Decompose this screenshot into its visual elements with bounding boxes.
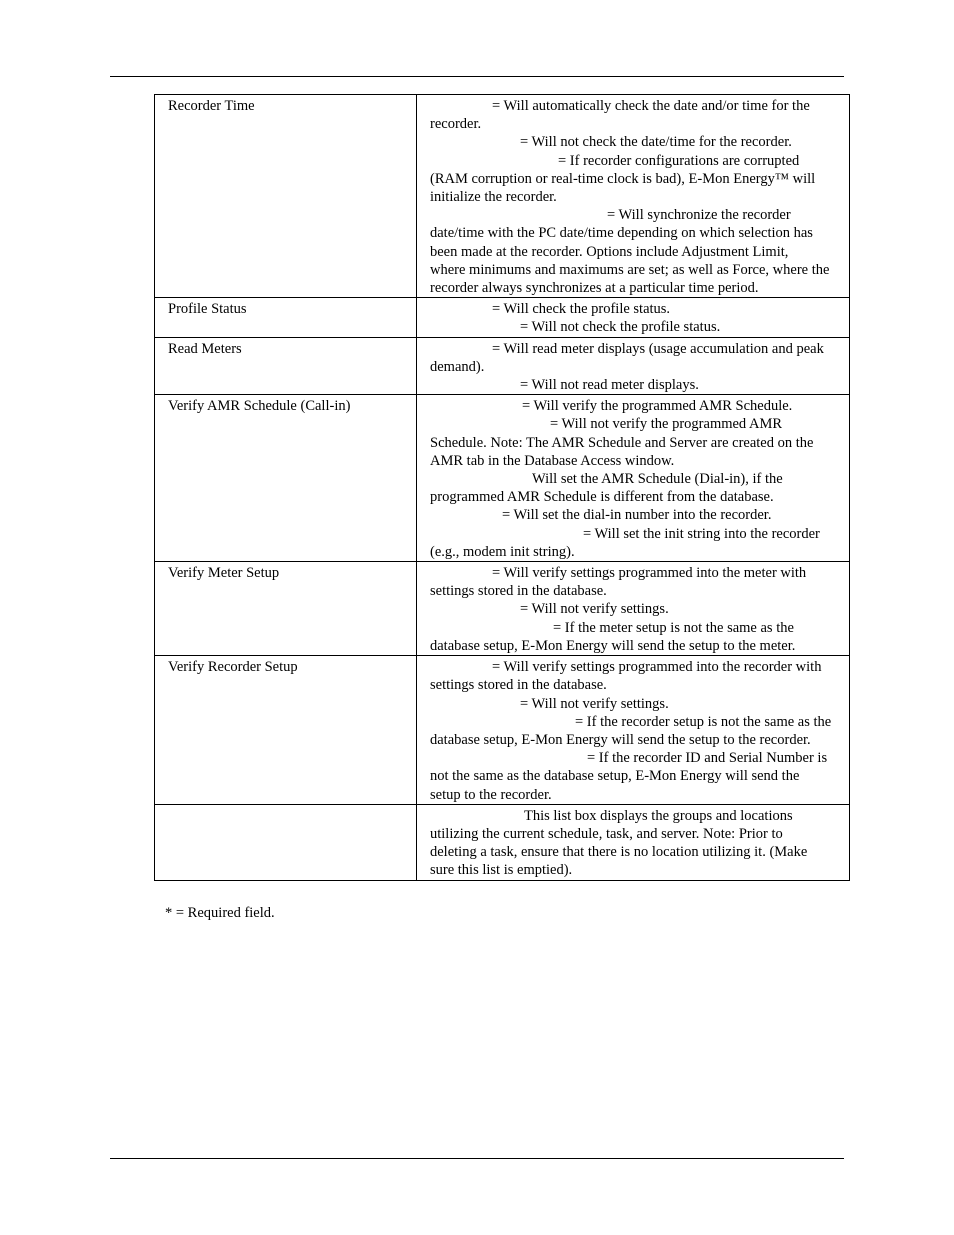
row-label: Read Meters: [155, 337, 417, 395]
description-line: sure this list is emptied).: [430, 862, 573, 879]
table-row: [155, 395, 850, 562]
description-line: = Will verify the programmed AMR Schedule.: [522, 398, 793, 415]
row-description: [417, 562, 850, 656]
description-line: database setup, E-Mon Energy will send the setup to the recorder.: [430, 731, 811, 748]
description-line: = Will not verify settings.: [520, 695, 669, 712]
row-description: [417, 298, 850, 337]
description-line: = Will not read meter displays.: [520, 377, 699, 394]
description-line: (RAM corruption or real-time clock is bad), E-Mon Energy™ will: [430, 170, 816, 187]
row-description: [417, 395, 850, 562]
description-line: utilizing the current schedule, task, and server. Note: Prior to: [430, 825, 783, 842]
row-label: Recorder Time: [155, 95, 417, 298]
footer-rule: [110, 1158, 844, 1159]
row-label: Verify AMR Schedule (Call-in): [155, 395, 417, 562]
table-row: [155, 656, 850, 805]
description-line: AMR tab in the Database Access window.: [430, 452, 675, 469]
required-field-note: * = Required field.: [165, 905, 275, 921]
table-row: [155, 95, 850, 298]
description-line: date/time with the PC date/time depending on which selection has: [430, 225, 813, 242]
description-line: programmed AMR Schedule is different from the database.: [430, 489, 774, 506]
description-line: = Will synchronize the recorder: [607, 207, 791, 224]
table-row: [155, 562, 850, 656]
description-line: = If recorder configurations are corrupted: [558, 152, 800, 169]
description-line: (e.g., modem init string).: [430, 543, 575, 560]
row-description: [417, 337, 850, 395]
row-label: Verify Meter Setup: [155, 562, 417, 656]
description-line: not the same as the database setup, E-Mon Energy will send the: [430, 768, 800, 785]
description-line: = If the recorder setup is not the same as the: [575, 713, 832, 730]
description-line: This list box displays the groups and locations: [524, 807, 793, 824]
table-row: [155, 804, 850, 880]
description-line: setup to the recorder.: [430, 786, 552, 803]
table-row: [155, 337, 850, 395]
description-line: = Will read meter displays (usage accumulation and peak: [492, 340, 824, 357]
description-line: where minimums and maximums are set; as well as Force, where the: [430, 261, 830, 278]
row-description: [417, 95, 850, 298]
description-line: = Will not verify the programmed AMR: [550, 416, 783, 433]
description-line: = Will set the init string into the recorder: [583, 525, 820, 542]
description-line: = Will not check the date/time for the recorder.: [520, 134, 792, 151]
description-line: demand).: [430, 358, 485, 375]
description-line: recorder always synchronizes at a particular time period.: [430, 280, 759, 297]
row-label: Profile Status: [155, 298, 417, 337]
row-label: [155, 804, 417, 880]
row-label: Verify Recorder Setup: [155, 656, 417, 805]
description-line: settings stored in the database.: [430, 583, 607, 600]
description-line: = If the recorder ID and Serial Number is: [587, 750, 828, 767]
description-line: = Will verify settings programmed into the recorder with: [492, 659, 822, 676]
description-line: Schedule. Note: The AMR Schedule and Server are created on the: [430, 434, 814, 451]
row-description: [417, 656, 850, 805]
description-line: recorder.: [430, 116, 482, 133]
description-line: = Will automatically check the date and/or time for the: [492, 98, 810, 114]
description-line: Will set the AMR Schedule (Dial-in), if the: [532, 471, 783, 488]
row-description: [417, 804, 850, 880]
description-line: = If the meter setup is not the same as the: [553, 619, 794, 636]
description-line: database setup, E-Mon Energy will send the setup to the meter.: [430, 637, 796, 654]
description-line: been made at the recorder. Options include Adjustment Limit,: [430, 243, 789, 260]
settings-table: [154, 94, 850, 881]
description-line: initialize the recorder.: [430, 189, 557, 206]
description-line: = Will not verify settings.: [520, 601, 669, 618]
table-row: [155, 298, 850, 337]
description-line: deleting a task, ensure that there is no location utilizing it. (Make: [430, 844, 808, 861]
description-line: = Will not check the profile status.: [520, 319, 721, 336]
header-rule: [110, 76, 844, 77]
description-line: settings stored in the database.: [430, 677, 607, 694]
description-line: = Will set the dial-in number into the recorder.: [502, 507, 772, 524]
description-line: = Will check the profile status.: [492, 301, 671, 318]
description-line: = Will verify settings programmed into the meter with: [492, 565, 807, 582]
